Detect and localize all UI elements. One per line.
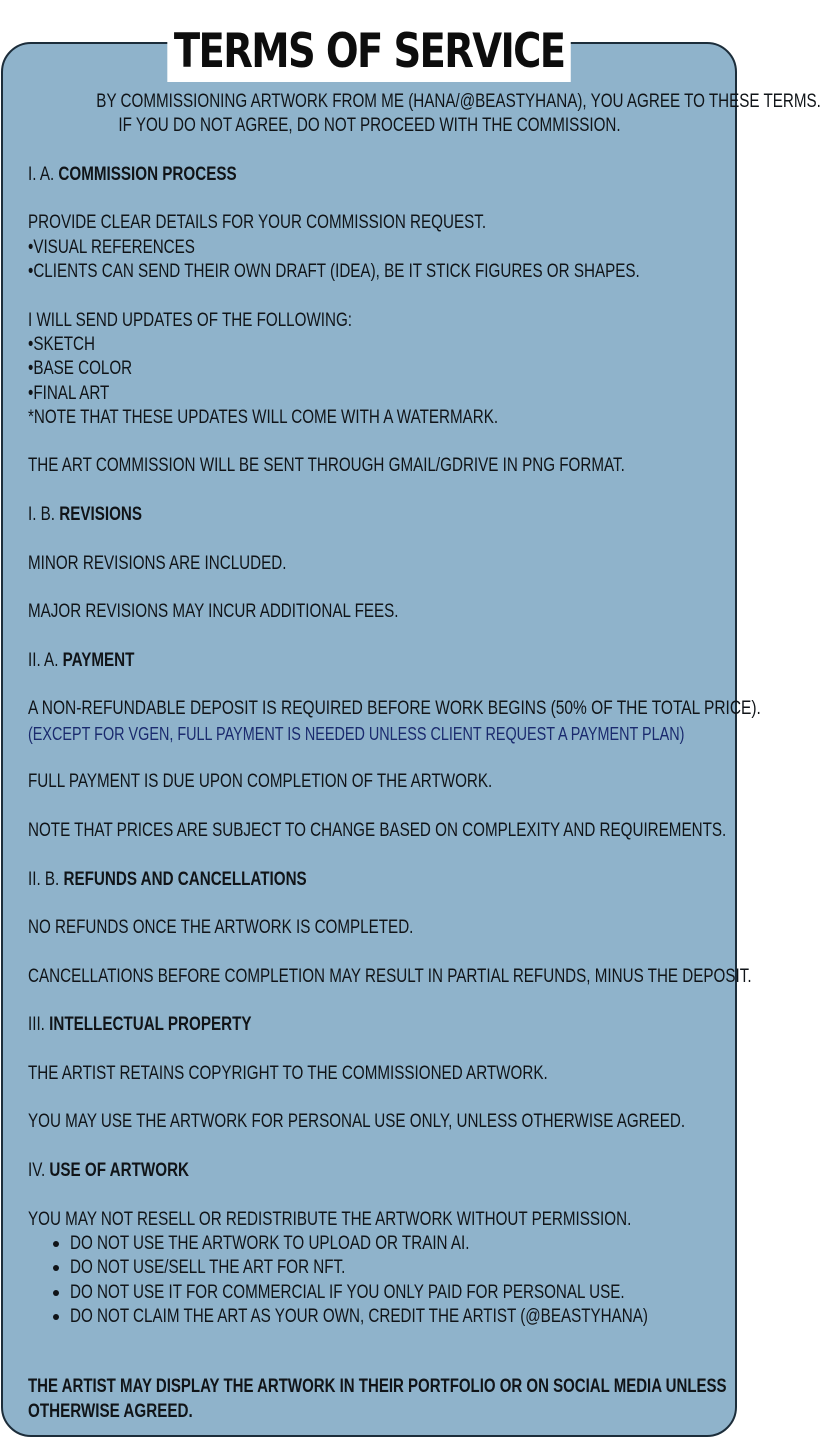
section-number: IV. xyxy=(28,1160,46,1182)
list-item: •CLIENTS CAN SEND THEIR OWN DRAFT (IDEA), BE IT STICK FIGURES OR SHAPES. xyxy=(28,261,640,283)
bullet-text: DO NOT USE/SELL THE ART FOR NFT. xyxy=(70,1257,346,1279)
paragraph: THE ART COMMISSION WILL BE SENT THROUGH GMAIL/GDRIVE IN PNG FORMAT. xyxy=(28,455,625,477)
paragraph: THE ARTIST RETAINS COPYRIGHT TO THE COMMISSIONED ARTWORK. xyxy=(28,1062,548,1084)
intro-line-1: BY COMMISSIONING ARTWORK FROM ME (HANA/@BEASTYHANA), YOU AGREE TO THESE TERMS. xyxy=(96,91,821,112)
paragraph-deposit: A NON-REFUNDABLE DEPOSIT IS REQUIRED BEFORE WORK BEGINS (50% OF THE TOTAL PRICE). xyxy=(28,698,761,720)
paragraph: MAJOR REVISIONS MAY INCUR ADDITIONAL FEES. xyxy=(28,601,399,623)
paragraph: CANCELLATIONS BEFORE COMPLETION MAY RESULT IN PARTIAL REFUNDS, MINUS THE DEPOSIT. xyxy=(28,965,752,987)
paragraph: YOU MAY USE THE ARTWORK FOR PERSONAL USE ONLY, UNLESS OTHERWISE AGREED. xyxy=(28,1111,686,1133)
bullet-item xyxy=(28,1281,711,1305)
bullet-item xyxy=(28,1256,711,1280)
section-number: II. A. xyxy=(28,649,59,671)
intro xyxy=(28,90,821,139)
section-name: COMMISSION PROCESS xyxy=(58,163,237,185)
section-name: REFUNDS AND CANCELLATIONS xyxy=(63,868,307,890)
paragraph: I WILL SEND UPDATES OF THE FOLLOWING: xyxy=(28,309,353,331)
list-item: •SKETCH xyxy=(28,333,95,355)
list-item: •BASE COLOR xyxy=(28,358,133,380)
section-name: REVISIONS xyxy=(59,504,143,526)
section-number: II. B. xyxy=(28,868,60,890)
section-heading-revisions xyxy=(28,503,574,527)
paragraph: MINOR REVISIONS ARE INCLUDED. xyxy=(28,552,287,574)
section-heading-payment xyxy=(28,649,574,673)
tos-content xyxy=(28,90,821,1424)
intro-line-2: IF YOU DO NOT AGREE, DO NOT PROCEED WITH THE COMMISSION. xyxy=(118,115,621,137)
section-heading-commission-process xyxy=(28,163,574,187)
closing-line-1: THE ARTIST MAY DISPLAY THE ARTWORK IN THEIR PORTFOLIO OR ON SOCIAL MEDIA UNLESS xyxy=(28,1376,727,1398)
page-title: TERMS OF SERVICE xyxy=(168,22,572,82)
bullet-item xyxy=(28,1232,711,1256)
paragraph: NO REFUNDS ONCE THE ARTWORK IS COMPLETED. xyxy=(28,917,414,939)
closing-line-2: OTHERWISE AGREED. xyxy=(28,1400,193,1422)
section-name: INTELLECTUAL PROPERTY xyxy=(49,1014,252,1036)
section-name: USE OF ARTWORK xyxy=(49,1160,190,1182)
section-heading-use-of-artwork xyxy=(28,1159,574,1183)
list-item: •VISUAL REFERENCES xyxy=(28,236,195,258)
section-number: I. A. xyxy=(28,163,55,185)
section-heading-refunds xyxy=(28,868,574,892)
payment-exception-note: (EXCEPT FOR VGEN, FULL PAYMENT IS NEEDED UNLESS CLIENT REQUEST A PAYMENT PLAN) xyxy=(28,723,685,744)
section-name: PAYMENT xyxy=(62,649,135,671)
paragraph: NOTE THAT PRICES ARE SUBJECT TO CHANGE BASED ON COMPLEXITY AND REQUIREMENTS. xyxy=(28,819,727,841)
paragraph: YOU MAY NOT RESELL OR REDISTRIBUTE THE ARTWORK WITHOUT PERMISSION. xyxy=(28,1208,632,1230)
bullet-item xyxy=(28,1305,711,1329)
section-number: III. xyxy=(28,1014,45,1036)
section-heading-intellectual-property xyxy=(28,1013,574,1037)
bullet-text: DO NOT CLAIM THE ART AS YOUR OWN, CREDIT THE ARTIST (@BEASTYHANA) xyxy=(70,1305,648,1327)
bullet-text: DO NOT USE IT FOR COMMERCIAL IF YOU ONLY PAID FOR PERSONAL USE. xyxy=(70,1281,625,1303)
list-item: •FINAL ART xyxy=(28,382,110,404)
bullet-text: DO NOT USE THE ARTWORK TO UPLOAD OR TRAIN AI. xyxy=(70,1232,470,1254)
note: *NOTE THAT THESE UPDATES WILL COME WITH A WATERMARK. xyxy=(28,406,499,428)
title-container xyxy=(0,22,739,82)
paragraph: FULL PAYMENT IS DUE UPON COMPLETION OF THE ARTWORK. xyxy=(28,771,493,793)
paragraph: PROVIDE CLEAR DETAILS FOR YOUR COMMISSION REQUEST. xyxy=(28,212,487,234)
section-number: I. B. xyxy=(28,504,56,526)
